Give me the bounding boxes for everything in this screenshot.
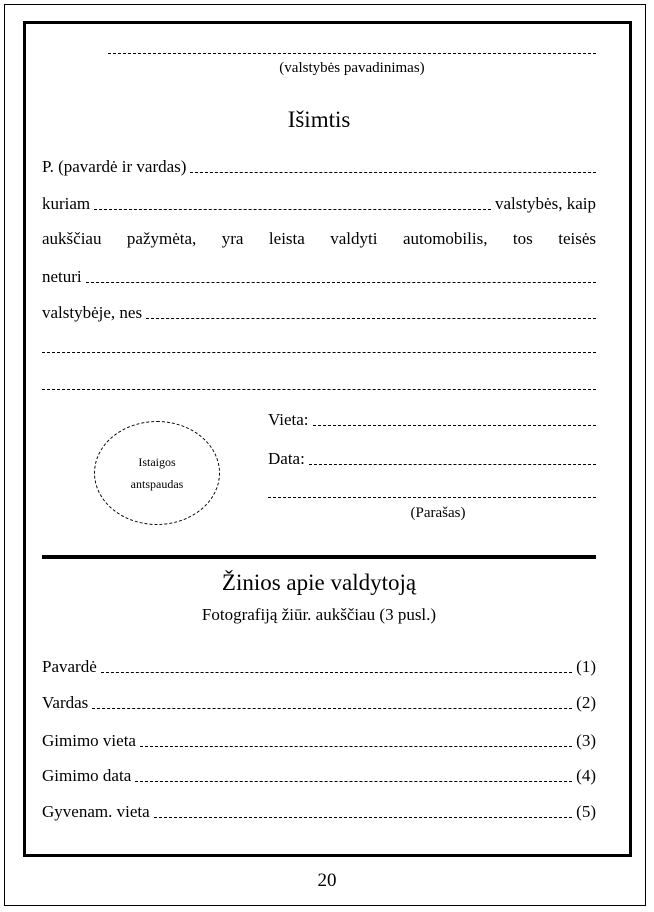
holder-field-row [42, 728, 596, 750]
country-name-line[interactable] [108, 53, 596, 54]
date-field[interactable] [309, 464, 596, 465]
country-caption: (valstybės pavadinimas) [279, 60, 425, 76]
country-suffix: valstybės, kaip [494, 194, 596, 213]
statement-line [42, 229, 596, 249]
holder-field-row [42, 763, 596, 785]
place-field[interactable] [313, 425, 596, 426]
place-row [268, 407, 596, 429]
birthplace-field[interactable] [140, 746, 572, 747]
field-number: (5) [576, 802, 596, 821]
kuriam-label: kuriam [42, 194, 91, 213]
holder-field-row [42, 654, 596, 676]
reason-line-3[interactable] [42, 389, 596, 390]
surname-label: Pavardė [42, 657, 97, 676]
page-number: 20 [317, 870, 337, 891]
residence-field[interactable] [154, 817, 573, 818]
section-separator [42, 555, 596, 559]
holder-section-subtitle: Fotografiją žiūr. aukščiau (3 pusl.) [201, 605, 437, 624]
surname-field[interactable] [101, 672, 572, 673]
signature-line[interactable] [268, 497, 596, 498]
birthplace-label: Gimimo vieta [42, 731, 136, 750]
person-name-field[interactable] [190, 172, 596, 173]
first-name-label: Vardas [42, 693, 89, 712]
date-label: Data: [268, 449, 305, 468]
holder-field-row [42, 799, 596, 821]
person-row [42, 154, 596, 176]
person-label: P. (pavardė ir vardas) [42, 157, 187, 176]
birthdate-field[interactable] [135, 781, 572, 782]
holder-field-row [42, 690, 596, 712]
place-label: Vieta: [268, 410, 309, 429]
reason-line-2[interactable] [42, 352, 596, 353]
statement-text: aukščiau pažymėta, yra leista valdyti automobilis, tos teisės [42, 229, 596, 248]
field-number: (2) [576, 693, 596, 712]
neturi-label: neturi [42, 267, 82, 286]
stamp-line-2: antspaudas [130, 477, 184, 491]
field-number: (4) [576, 766, 596, 785]
reason-label: valstybėje, nes [42, 303, 143, 322]
page-title: Išimtis [287, 107, 351, 132]
holder-section-title: Žinios apie valdytoją [221, 570, 417, 595]
first-name-field[interactable] [92, 708, 572, 709]
date-row [268, 446, 596, 468]
issuing-country-field[interactable] [94, 209, 491, 210]
office-stamp [94, 421, 220, 525]
reason-field[interactable] [146, 318, 596, 319]
field-number: (3) [576, 731, 596, 750]
country-row [42, 191, 596, 213]
no-right-row [42, 264, 596, 286]
signature-caption: (Parašas) [410, 505, 466, 521]
no-right-field[interactable] [86, 282, 596, 283]
reason-row [42, 300, 596, 322]
stamp-line-1: Istaigos [138, 455, 176, 469]
birthdate-label: Gimimo data [42, 766, 132, 785]
field-number: (1) [576, 657, 596, 676]
residence-label: Gyvenam. vieta [42, 802, 150, 821]
